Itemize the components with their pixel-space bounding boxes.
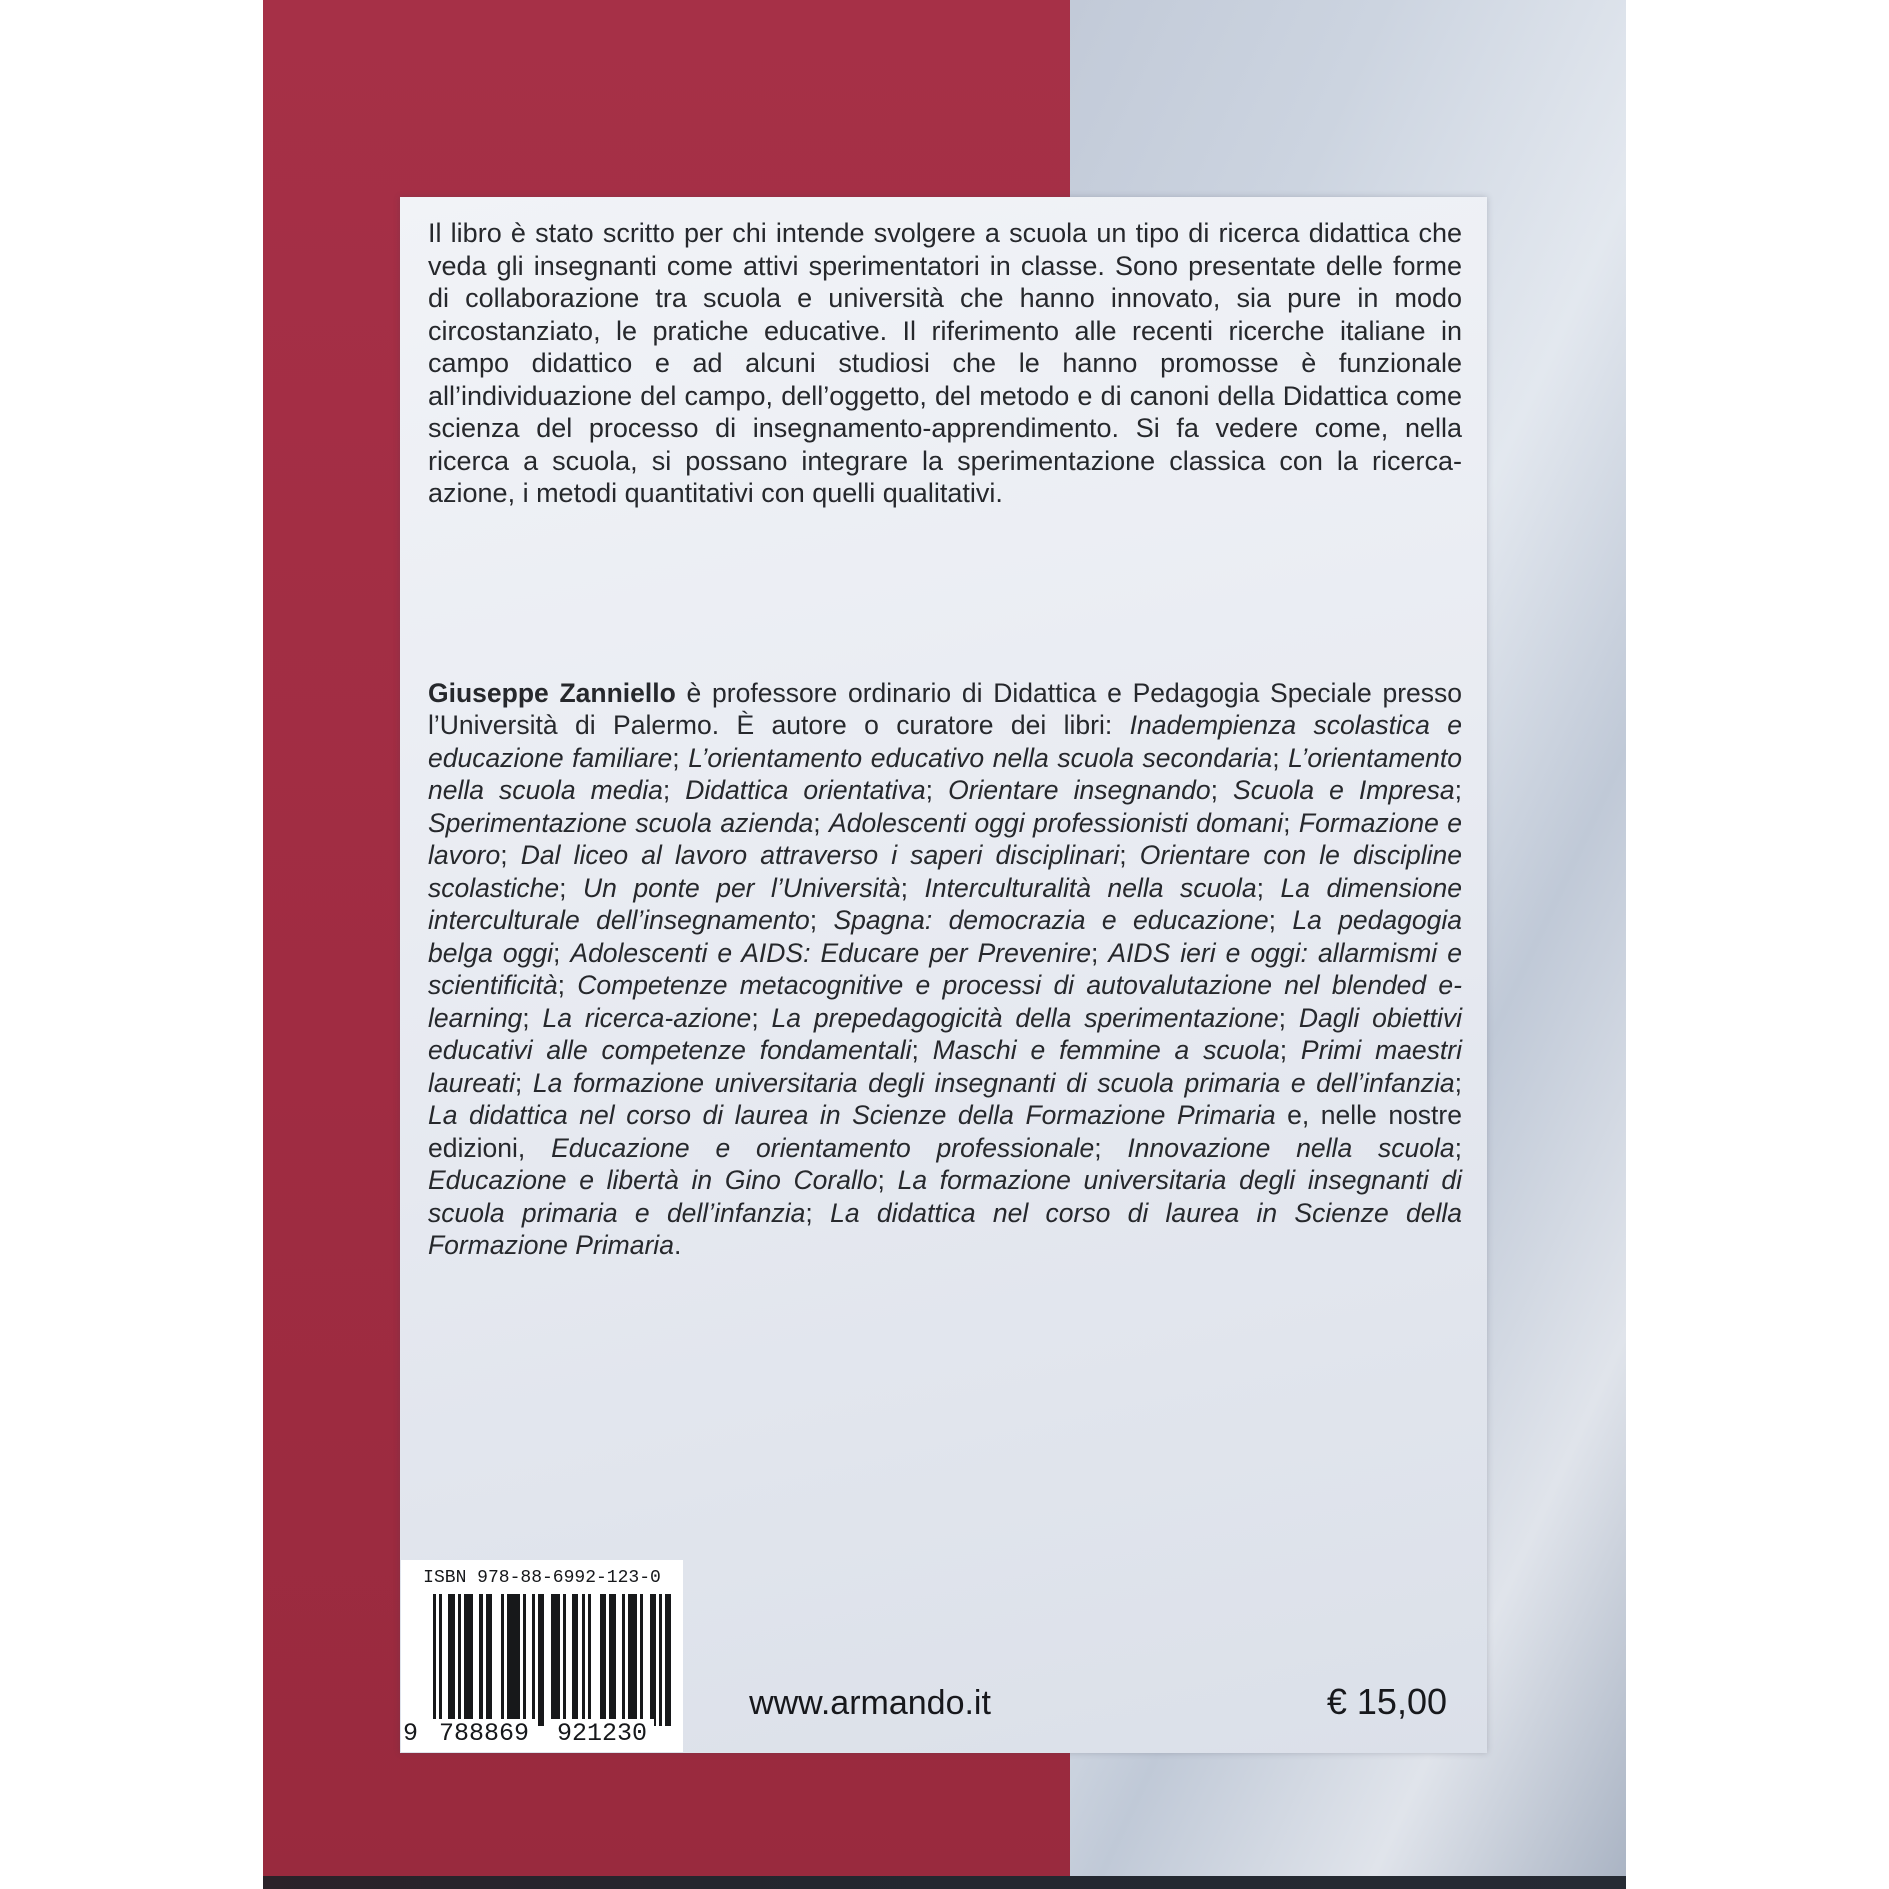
barcode-digit-leading: 9 xyxy=(403,1719,419,1748)
barcode-bars xyxy=(433,1594,671,1726)
price-label: € 15,00 xyxy=(1326,1681,1447,1722)
synopsis-paragraph: Il libro è stato scritto per chi intende svolgere a scuola un tipo di ricerca didattica che veda gli insegnanti come attivi sperimentatori in classe. Sono presentate delle forme di collaborazione tra scuola e università che hanno innovato, sia pure in modo circostanziato, le pratiche educative. Il riferimento alle recenti ricerche italiane in campo didattico e ad alcuni studiosi che le hanno promosse è funzionale all’individuazione del campo, dell’oggetto, del metodo e di canoni della Didattica come scienza del processo di insegnamento-apprendimento. Si fa vedere come, nella ricerca a scuola, si possano integrare la sperimentazione classica con la ricerca-azione, i metodi quantitativi con quelli qualitativi. xyxy=(428,218,1462,508)
isbn-number: ISBN 978-88-6992-123-0 xyxy=(423,1568,661,1588)
barcode-digit-group-right: 921230 xyxy=(550,1719,654,1748)
author-bio-paragraph: Giuseppe Zanniello è professore ordinario di Didattica e Pedagogia Speciale presso l’Università di Palermo. È autore o curatore dei libri: Inadempienza scolastica e educazione familiare; L’orientamento educativo nella scuola secondaria; L’orientamento nella scuola media; Didattica orientativa; Orientare insegnando; Scuola e Impresa; Sperimentazione scuola azienda; Adolescenti oggi professionisti domani; Formazione e lavoro; Dal liceo al lavoro attraverso i saperi disciplinari; Orientare con le discipline scolastiche; Un ponte per l’Università; Interculturalità nella scuola; La dimensione interculturale dell’insegnamento; Spagna: democrazia e educazione; La pedagogia belga oggi; Adolescenti e AIDS: Educare per Prevenire; AIDS ieri e oggi: allarmismi e scientificità; Competenze metacognitive e processi di autovalutazione nel blended e-learning; La ricerca-azione; La prepedagogicità della sperimentazione; Dagli obiettivi educativi alle competenze fondamentali; Maschi e femmine a scuola; Primi maestri laureati; La formazione universitaria degli insegnanti di scuola primaria e dell’infanzia; La didattica nel corso di laurea in Scienze della Formazione Primaria e, nelle nostre edizioni, Educazione e orientamento professionale; Innovazione nella scuola; Educazione e libertà in Gino Corallo; La formazione universitaria degli insegnanti di scuola primaria e dell’infanzia; La didattica nel corso di laurea in Scienze della Formazione Primaria. xyxy=(428,677,1463,1260)
text-panel xyxy=(400,197,1487,1753)
barcode xyxy=(401,1560,683,1752)
barcode-digit-group-left: 788869 xyxy=(432,1719,536,1748)
back-cover xyxy=(263,0,1626,1889)
cover-bottom-edge xyxy=(263,1876,1626,1889)
barcode-digits xyxy=(403,1719,675,1748)
publisher-website: www.armando.it xyxy=(749,1684,991,1722)
